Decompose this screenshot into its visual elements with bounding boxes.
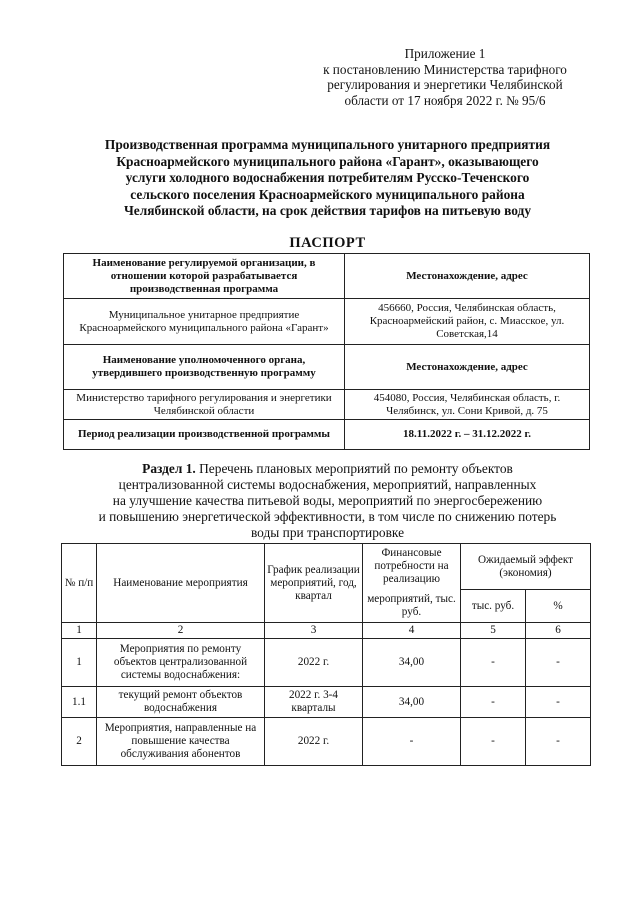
header-name: Наименование мероприятия (97, 544, 265, 623)
document-title (60, 137, 595, 220)
appendix-line: области от 17 ноября 2022 г. № 95/6 (344, 92, 546, 108)
passport-label: Наименование регулируемой организации, в отношении которой разрабатывается производственная программа (64, 254, 345, 299)
row-name: Мероприятия по ремонту объектов централизованной системы водоснабжения: (97, 639, 265, 687)
passport-row (64, 420, 590, 450)
passport-label: Муниципальное унитарное предприятие Красноармейского муниципального района «Гарант» (64, 299, 345, 345)
row-finance: 34,00 (363, 639, 461, 687)
row-schedule: 2022 г. 3-4 кварталы (265, 687, 363, 718)
passport-label: Министерство тарифного регулирования и энергетики Челябинской области (64, 390, 345, 420)
column-number-row (62, 623, 591, 639)
appendix-line: регулирования и энергетики Челябинской (327, 77, 563, 93)
measures-table (61, 543, 591, 766)
passport-row (64, 299, 590, 345)
header-finance-top: Финансовые потребности на реализацию (363, 544, 461, 590)
row-schedule: 2022 г. (265, 639, 363, 687)
passport-heading: ПАСПОРТ (289, 235, 366, 251)
header-schedule: График реализации мероприятий, год, квартал (265, 544, 363, 623)
row-name: Мероприятия, направленные на повышение качества обслуживания абонентов (97, 718, 265, 766)
appendix-line: Приложение 1 (404, 46, 486, 61)
section-line: и повышению энергетической эффективности, в том числе по снижению потерь (98, 508, 557, 524)
section-line: централизованной системы водоснабжения, мероприятий, направленных (118, 476, 537, 492)
row-num: 1 (62, 639, 97, 687)
appendix-line: к постановлению Министерства тарифного (323, 61, 567, 77)
header-effect-pct: % (526, 590, 591, 623)
table-row (62, 718, 591, 766)
section-number: Раздел 1. (142, 461, 196, 476)
row-finance: - (363, 718, 461, 766)
title-line: Производственная программа муниципального унитарного предприятия (104, 137, 551, 152)
row-effect-pct: - (526, 718, 591, 766)
title-line: услуги холодного водоснабжения потребителям Русско-Теченского (125, 170, 530, 186)
row-name: текущий ремонт объектов водоснабжения (97, 687, 265, 718)
table-row (62, 687, 591, 718)
table-row (62, 639, 591, 687)
section-line-rest: Перечень плановых мероприятий по ремонту объектов (195, 461, 513, 476)
passport-table (63, 253, 590, 450)
passport-value: Местонахождение, адрес (345, 345, 590, 390)
passport-value: 456660, Россия, Челябинская область, Красноармейский район, с. Миасское, ул. Советская,14 (345, 299, 590, 345)
title-line: сельского поселения Красноармейского муниципального района (130, 186, 525, 202)
row-num: 1.1 (62, 687, 97, 718)
row-effect-pct: - (526, 687, 591, 718)
row-effect-rub: - (461, 687, 526, 718)
title-line: Челябинской области, на срок действия тарифов на питьевую воду (123, 203, 532, 219)
header-row (62, 544, 591, 590)
header-finance-bottom: мероприятий, тыс. руб. (363, 590, 461, 623)
header-effect: Ожидаемый эффект (экономия) (461, 544, 591, 590)
column-number: 6 (526, 623, 591, 639)
row-num: 2 (62, 718, 97, 766)
column-number: 2 (97, 623, 265, 639)
passport-label: Период реализации производственной программы (64, 420, 345, 450)
passport-row (64, 390, 590, 420)
passport-label: Наименование уполномоченного органа, утвердившего производственную программу (64, 345, 345, 390)
section-heading (60, 461, 595, 541)
section-line: на улучшение качества питьевой воды, мероприятий по энергосбережению (112, 492, 543, 508)
row-effect-rub: - (461, 639, 526, 687)
passport-row (64, 345, 590, 390)
passport-row (64, 254, 590, 299)
column-number: 3 (265, 623, 363, 639)
row-schedule: 2022 г. (265, 718, 363, 766)
passport-value: 18.11.2022 г. – 31.12.2022 г. (345, 420, 590, 450)
section-line: воды при транспортировке (250, 524, 405, 540)
row-finance: 34,00 (363, 687, 461, 718)
column-number: 5 (461, 623, 526, 639)
title-line: Красноармейского муниципального района «Гарант», оказывающего (116, 153, 539, 169)
header-num: № п/п (62, 544, 97, 623)
section-line (60, 461, 595, 477)
row-effect-pct: - (526, 639, 591, 687)
row-effect-rub: - (461, 718, 526, 766)
header-effect-rub: тыс. руб. (461, 590, 526, 623)
passport-value: Местонахождение, адрес (345, 254, 590, 299)
column-number: 4 (363, 623, 461, 639)
appendix-block (290, 46, 600, 108)
column-number: 1 (62, 623, 97, 639)
passport-value: 454080, Россия, Челябинская область, г. Челябинск, ул. Сони Кривой, д. 75 (345, 390, 590, 420)
